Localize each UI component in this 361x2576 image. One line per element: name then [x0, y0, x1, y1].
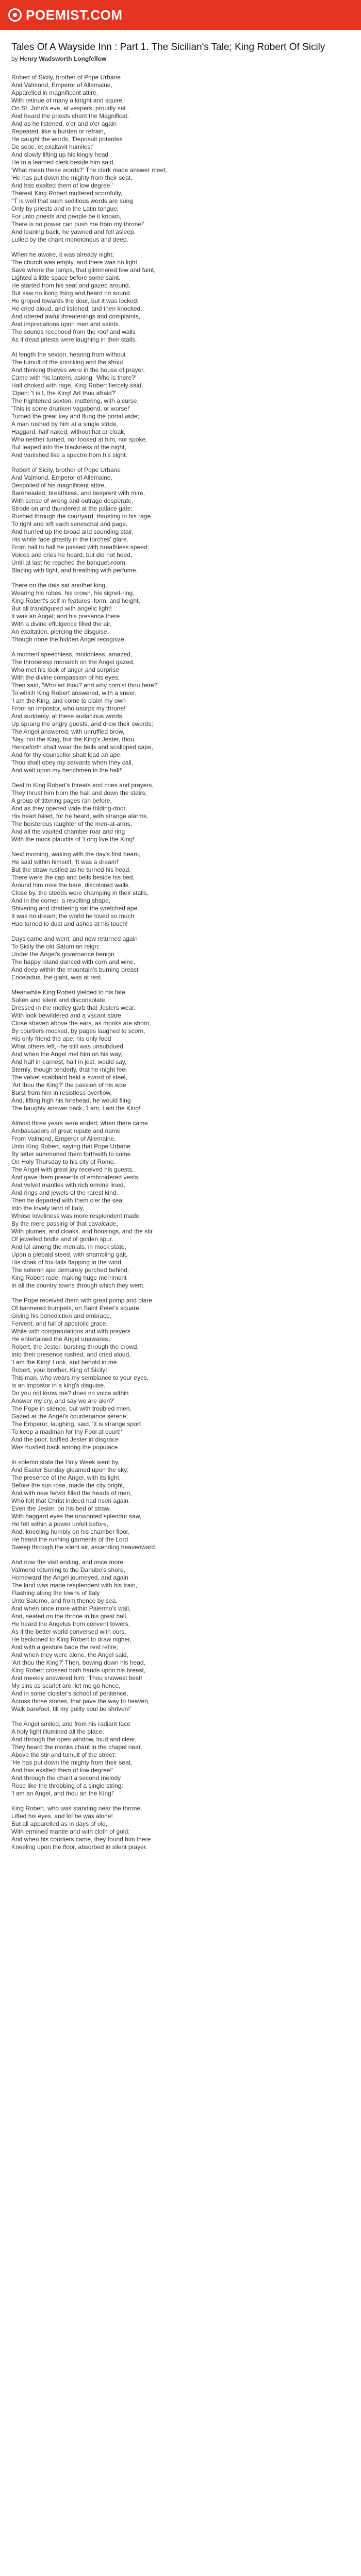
poem-line: With the divine compassion of his eyes;: [11, 674, 120, 681]
poem-line: 'Nay, not the King, but the King's Jester, thou: [11, 736, 134, 743]
poem-line: The frightened sexton, muttering, with a curse,: [11, 397, 139, 404]
poem-line: And when the Angel met him on his way,: [11, 1050, 123, 1058]
poem-line: Gazed at the Angel's countenance serene;: [11, 1413, 128, 1420]
poem-line: Thou shalt obey my servants when they call,: [11, 759, 134, 766]
poem-stanza: [11, 1805, 350, 1851]
poem-line: By letter summoned them forthwith to come: [11, 1150, 131, 1158]
poem-line: Answer my cry, and say we are akin?': [11, 1397, 115, 1404]
poem-title: Tales Of A Wayside Inn : Part 1. The Sicilian's Tale; King Robert Of Sicily: [11, 42, 325, 53]
poem-line: Homeward the Angel journeyed, and again: [11, 1574, 128, 1581]
poem-line: There were the cap and bells beside his bed,: [11, 874, 135, 881]
poem-line: In solemn state the Holy Week went by,: [11, 1459, 120, 1466]
poem-stanza: [11, 651, 350, 774]
poem-line: King Robert's self in features, form, and height,: [11, 597, 140, 604]
poem-line: And rings and jewels of the rarest kind.: [11, 1189, 118, 1196]
poem-line: Up sprang the angry guests, and drew their swords;: [11, 720, 153, 727]
poem-line: ''T is well that such seditious words are sung: [11, 197, 133, 205]
poem-line: He cried aloud, and listened, and then knocked,: [11, 305, 142, 312]
poem-line: A man rushed by him at a single stride,: [11, 420, 118, 428]
poem-line: And in some cloister's school of penitence,: [11, 1690, 128, 1697]
poem-line: And velvet mantles with rich ermine lined,: [11, 1181, 125, 1189]
poem-line: Sweep through the silent air, ascending heavenward.: [11, 1544, 157, 1551]
poem-line: Despoiled of his magnificent attire,: [11, 482, 106, 489]
poem-line: But leaped into the blackness of the night,: [11, 444, 126, 451]
poem-line: 'Art thou the King?' Then, bowing down his head,: [11, 1659, 145, 1666]
poem-line: Robert, your brother, King of Sicily!: [11, 1366, 107, 1374]
poem-line: 'Open: 't is I, the King! Art thou afraid?': [11, 389, 117, 397]
poem-line: 'He has put down the mighty from their seat,: [11, 174, 133, 181]
poem-line: And all the vaulted chamber roar and ring: [11, 828, 125, 835]
poem-line: And when they were alone, the Angel said,: [11, 1651, 128, 1658]
poem-line: He groped towards the door, but it was locked;: [11, 297, 139, 304]
poem-line: Lifted his eyes, and lo! he was alone!: [11, 1812, 113, 1820]
poem-line: By the mere passing of that cavalcade,: [11, 1220, 118, 1227]
poem-line: The Angel smiled, and from his radiant face: [11, 1720, 130, 1727]
poem-line: My sins as scarlet are; let me go hence,: [11, 1682, 121, 1689]
poem-line: Was hustled back among the populace.: [11, 1444, 120, 1451]
poem-line: And has exalted them of low degree.': [11, 182, 113, 189]
poem-line: The Emperor, laughing, said, 'It is strange sport: [11, 1420, 141, 1428]
poem-line: Deaf to King Robert's threats and cries and prayers,: [11, 782, 154, 789]
site-header: [0, 0, 361, 30]
logo-circle-icon: [8, 8, 22, 22]
poem-line: Strode on and thundered at the palace gate;: [11, 505, 133, 512]
logo-text: POEMIST.COM: [26, 7, 123, 23]
poem-line: King Robert rode, making huge merriment: [11, 1274, 127, 1281]
poem-line: And, lifting high his forehead, he would fling: [11, 1097, 131, 1104]
poem-line: Rushed through the courtyard, thrusting in his rage: [11, 513, 151, 520]
poem-line: Giving his benediction and embrace,: [11, 1312, 112, 1319]
poem-line: As if the better world conversed with ours,: [11, 1628, 126, 1635]
poem-line: The sounds reechoed from the roof and walls: [11, 328, 136, 335]
poem-line: The Pope received them with great pomp and blare: [11, 1297, 152, 1304]
poem-line: But saw no living thing and heard no sound.: [11, 290, 132, 297]
poem-line: A holy light illumined all the place,: [11, 1728, 104, 1735]
poem-line: And imprecations upon men and saints.: [11, 320, 120, 328]
poem-line: And through the chant a second melody: [11, 1774, 121, 1782]
poem-stanza: [11, 782, 350, 843]
poem-line: He started from his seat and gazed around,: [11, 282, 130, 289]
poem-line: Who met his look of anger and surprise: [11, 666, 119, 673]
poem-line: The throneless monarch on the Angel gazed,: [11, 658, 135, 666]
poem-line: Then he departed with them o'er the sea: [11, 1197, 123, 1204]
poem-line: 'He has put down the mighty from their seat,: [11, 1759, 133, 1766]
poem-line: Apparelled in magnificent attire,: [11, 89, 99, 96]
poem-line: The tumult of the knocking and the shout,: [11, 359, 125, 366]
poem-line: And meekly answered him: 'Thou knowest best!: [11, 1674, 142, 1682]
poem-line: Until at last he reached the banquet-room,: [11, 559, 127, 566]
poem-stanza: [11, 466, 350, 574]
poem-line: Save where the lamps, that glimmered few and faint,: [11, 266, 156, 274]
poem-stanza: [11, 74, 350, 244]
poem-line: And with a gesture bade the rest retire;: [11, 1643, 118, 1651]
poem-line: King Robert, who was standing near the throne,: [11, 1805, 142, 1812]
poem-line: With sense of wrong and outrage desperate,: [11, 497, 134, 504]
poem-line: 'I am an Angel, and thou art the King!': [11, 1790, 114, 1797]
poem-line: And now the visit ending, and once more: [11, 1558, 123, 1566]
poem-line: As if dead priests were laughing in their stalls.: [11, 336, 137, 343]
poem-line: Unto Salerno, and from thence by sea.: [11, 1597, 118, 1604]
poem-line: And when his courtiers came, they found him there: [11, 1836, 151, 1843]
poem-line: The solemn ape demurely perched behind,: [11, 1266, 129, 1274]
poem-line: Wearing his robes, his crown, his signet-ring,: [11, 589, 135, 597]
poem-line: Do you not know me? does no voice within: [11, 1389, 129, 1397]
poem-line: And has exalted them of low degree!': [11, 1767, 113, 1774]
poem-line: The church was empty, and there was no light,: [11, 259, 139, 266]
poem-line: Days came and went; and now returned again: [11, 935, 138, 942]
poem-line: The haughty answer back, 'I am, I am the King!': [11, 1105, 142, 1112]
poem-line: Close by, the steeds were champing in their stalls,: [11, 889, 149, 896]
poem-line: By courtiers mocked, by pages laughed to scorn,: [11, 1027, 145, 1035]
poem-line: Upon a piebald steed, with shambling gait,: [11, 1251, 128, 1258]
poem-line: He felt within a power unfelt before,: [11, 1520, 109, 1528]
poem-line: Bareheaded, breathless, and besprent with mire,: [11, 489, 145, 497]
poem-line: Shivering and chattering sat the wretched ape.: [11, 905, 139, 912]
poem-line: Then said, 'Who art thou? and why com'st thou here?': [11, 682, 159, 689]
poem-line: Thereat King Robert muttered scornfully,: [11, 190, 123, 197]
poem-line: Rose like the throbbing of a single string:: [11, 1782, 123, 1789]
poem-line: King Robert crossed both hands upon his breast,: [11, 1667, 146, 1674]
poem-line: It was an Angel; and his presence there: [11, 613, 120, 620]
poem-line: And leaning back, he yawned and fell asleep,: [11, 228, 136, 235]
poem-line: Came with his lantern, asking, 'Who is there?': [11, 374, 137, 381]
poem-line: Next morning, waking with the day's first beam,: [11, 851, 141, 858]
poem-line: Before the sun rose, made the city bright,: [11, 1482, 125, 1489]
poem-line: And suddenly, at these audacious words,: [11, 713, 124, 720]
poem-byline: [11, 55, 350, 62]
poem-line: Burst from him in resistless overflow,: [11, 1089, 112, 1096]
poem-line: And hurried up the broad and sounding stair,: [11, 528, 134, 535]
poem-line: What others left,--he still was unsubdued.: [11, 1043, 125, 1050]
poem-line: But the straw rustled as he turned his head,: [11, 866, 131, 873]
poem-body: [11, 74, 350, 1851]
poem-line: For unto priests and people be it known,: [11, 213, 122, 220]
poem-line: And lo! among the menials, in mock state,: [11, 1243, 126, 1250]
poem-line: Who neither turned, nor looked at him, nor spoke,: [11, 436, 147, 443]
poem-line: Walk barefoot, till my guilty soul be shriven!': [11, 1705, 131, 1713]
poem-line: His white face ghastly in the torches' glare.: [11, 536, 129, 543]
poem-line: And uttered awful threatenings and complaints,: [11, 313, 141, 320]
poem-line: And Valmond, Emperor of Allemaine,: [11, 81, 112, 89]
poem-line: Lulled by the chant monotonous and deep.: [11, 236, 128, 243]
poem-line: To Sicily the old Saturnian reign;: [11, 943, 100, 950]
poem-line: Unto King Robert, saying that Pope Urbane: [11, 1143, 130, 1150]
poem-line: In all the country towns through which they went.: [11, 1282, 145, 1289]
poem-line: The land was made resplendent with his train,: [11, 1582, 138, 1589]
poem-line: Across those stones, that pave the way to heaven,: [11, 1698, 150, 1705]
poem-line: Into their presence rushed, and cried aloud,: [11, 1351, 131, 1358]
poem-line: 'I am the King! Look, and behold in me: [11, 1359, 117, 1366]
poem-stanza: [11, 1558, 350, 1713]
poem-stanza: [11, 251, 350, 344]
poem-line: He beckoned to King Robert to draw nigher,: [11, 1636, 132, 1643]
poem-line: To right and left each seneschal and page,: [11, 520, 128, 528]
poem-line: A group of tittering pages ran before,: [11, 797, 112, 804]
poem-line: There on the dais sat another king,: [11, 582, 107, 589]
poem-line: And deep within the mountain's burning breast: [11, 966, 139, 973]
poem-line: But all apparelled as in days of old,: [11, 1820, 108, 1827]
poem-line: Into the lovely land of Italy,: [11, 1205, 85, 1212]
poem-line: And the poor, baffled Jester in disgrace: [11, 1436, 119, 1443]
poem-line: He said within himself, 'It was a dream!': [11, 858, 120, 866]
poem-stanza: [11, 1120, 350, 1290]
poem-line: And as he listened, o'er and o'er again: [11, 120, 117, 127]
by-label: by: [11, 55, 18, 62]
poem-line: Close shaven above the ears, as monks are shorn,: [11, 1020, 151, 1027]
poem-line: While with congratulations and with prayers: [11, 1328, 130, 1335]
poem-line: The happy island danced with corn and wine,: [11, 958, 136, 965]
poem-line: And Easter Sunday gleamed upon the sky;: [11, 1466, 129, 1473]
poem-line: Sternly, though tenderly, that he might feel: [11, 1066, 127, 1073]
poem-line: Enceladus, the giant, was at rest.: [11, 974, 103, 981]
poem-stanza: [11, 582, 350, 643]
poem-line: Robert, the Jester, bursting through the crowd,: [11, 1343, 139, 1350]
poem-line: Meanwhile King Robert yielded to his fate,: [11, 989, 127, 996]
poem-line: His only friend the ape, his only food: [11, 1035, 111, 1042]
poem-line: An exaltation, piercing the disguise,: [11, 628, 109, 635]
poem-line: With haggard eyes the unwonted splendor saw,: [11, 1513, 142, 1520]
poem-line: He entertained the Angel unawares,: [11, 1335, 110, 1343]
poem-line: He to a learned clerk beside him said,: [11, 159, 115, 166]
poem-line: The velvet scabbard held a sword of steel,: [11, 1074, 127, 1081]
poem-line: They thrust him from the hall and down the stairs;: [11, 789, 147, 796]
poem-line: He heard the rushing garments of the Lord: [11, 1536, 128, 1543]
poem-line: The Angel answered, with unruffled brow,: [11, 728, 125, 735]
poem-line: He heard the Angelus from convent towers,: [11, 1620, 130, 1628]
poem-stanza: [11, 935, 350, 981]
poem-line: From an impostor, who usurps my throne!': [11, 705, 127, 712]
poem-line: Henceforth shalt wear the bells and scalloped cape,: [11, 743, 153, 751]
poem-line: With plumes, and cloaks, and housings, and the stir: [11, 1228, 153, 1235]
poem-line: And vanished like a spectre from his sight.: [11, 451, 127, 459]
poem-line: Is an impostor in a king's disguise.: [11, 1382, 106, 1389]
poem-line: He caught the words, 'Deposuit potentes: [11, 135, 123, 143]
poem-line: And through the open window, loud and clear,: [11, 1736, 137, 1743]
poem-line: Kneeling upon the floor, absorbed in silent prayer.: [11, 1843, 147, 1851]
poem-line: 'What mean these words?' The clerk made answer meet,: [11, 166, 167, 174]
poem-line: Sullen and silent and disconsolate.: [11, 996, 107, 1004]
poem-line: And, seated on the throne in his great hall,: [11, 1613, 128, 1620]
poem-line: When he awoke, it was already night;: [11, 251, 114, 258]
poem-line: With look bewildered and a vacant stare,: [11, 1012, 123, 1019]
poem-line: On St. John's eve, at vespers, proudly sat: [11, 105, 126, 112]
poem-line: Blazing with light, and breathing with perfume.: [11, 567, 138, 574]
poem-line: Had turned to dust and ashes at his touch!: [11, 920, 128, 927]
poem-line: And Valmond, Emperor of Allemaine,: [11, 474, 112, 481]
poem-line: The presence of the Angel, with its light,: [11, 1474, 121, 1481]
poem-container: [0, 30, 361, 1851]
poem-line: Even the Jester, on his bed of straw,: [11, 1505, 111, 1512]
site-logo[interactable]: [8, 7, 123, 23]
poem-line: 'This is some drunken vagabond, or worse!': [11, 405, 130, 412]
poem-line: There is no power can push me from my throne!': [11, 221, 144, 228]
poem-line: And thinking thieves were in the house of prayer,: [11, 366, 145, 374]
poem-stanza: [11, 351, 350, 459]
poem-line: Who felt that Christ indeed had risen again.: [11, 1497, 130, 1504]
poem-line: Fervent, and full of apostolic grace.: [11, 1320, 108, 1327]
poem-line: Almost three years were ended; when there came: [11, 1120, 148, 1127]
poem-line: And for thy counsellor shalt lead an ape;: [11, 751, 122, 758]
poem-line: From hall to hall he passed with breathless speed;: [11, 544, 149, 551]
poem-line: Around him rose the bare, discolored walls,: [11, 882, 130, 889]
poem-line: Under the Angel's governance benign: [11, 951, 114, 958]
poem-line: Whose loveliness was more resplendent made: [11, 1212, 140, 1219]
poem-stanza: [11, 989, 350, 1112]
poem-line: The boisterous laughter of the men-at-arms,: [11, 820, 133, 827]
poem-line: But all transfigured with angelic light!: [11, 605, 112, 612]
poem-line: And slowly lifting up his kingly head: [11, 151, 109, 158]
poem-line: Above the stir and tumult of the street:: [11, 1751, 116, 1758]
poem-line: Ambassadors of great repute and name: [11, 1127, 121, 1134]
poem-line: With a divine effulgence filled the air,: [11, 620, 112, 628]
poem-line: This man, who wears my semblance to your eyes,: [11, 1374, 149, 1381]
poem-line: The Pope in silence, but with troubled mien,: [11, 1405, 132, 1412]
poem-line: Dressed in the motley garb that Jesters wear,: [11, 1004, 136, 1011]
poem-line: 'Art thou the King?' the passion of his woe: [11, 1081, 126, 1089]
poem-line: Lighted a little space before some saint.: [11, 274, 121, 281]
poem-line: Only by priests and in the Latin tongue;: [11, 205, 119, 212]
poem-line: A moment speechless, motionless, amazed,: [11, 651, 133, 658]
poem-line: With ermined mantle and with cloth of gold;: [11, 1828, 130, 1835]
poem-line: Though none the hidden Angel recognize.: [11, 636, 126, 643]
poem-line: From Valmond, Emperor of Allemaine,: [11, 1135, 116, 1142]
poem-line: Repeated, like a burden or refrain,: [11, 128, 106, 135]
poem-line: And wait upon my henchmen in the hall!': [11, 767, 123, 774]
poem-line: And as they opened wide the folding-door,: [11, 805, 127, 812]
poem-line: Voices and cries he heard, but did not heed,: [11, 551, 133, 558]
poem-line: It was no dream; the world he loved so much: [11, 912, 135, 920]
poem-line: To which King Robert answered, with a sneer,: [11, 689, 137, 697]
poem-line: De sede, et exaltavit humiles;': [11, 143, 94, 150]
poem-line: And, kneeling humbly on his chamber floor,: [11, 1528, 130, 1535]
poem-line: 'I am the King, and come to claim my own: [11, 697, 126, 704]
poem-line: His heart failed, for he heard, with strange alarms,: [11, 812, 149, 820]
poem-line: Valmond returning to the Danube's shore,: [11, 1566, 125, 1573]
poem-line: And in the corner, a revolting shape,: [11, 897, 111, 904]
poem-line: With the mock plaudits of 'Long live the King!': [11, 836, 136, 843]
poem-line: To keep a madman for thy Fool at court!': [11, 1428, 122, 1435]
poem-line: And when once more within Palermo's wall,: [11, 1605, 131, 1612]
author-link[interactable]: Henry Wadsworth Longfellow: [20, 55, 107, 62]
poem-line: On Holy Thursday to his city of Rome.: [11, 1158, 116, 1165]
poem-line: And heard the priests chant the Magnificat.: [11, 112, 129, 120]
poem-line: Robert of Sicily, brother of Pope Urbane: [11, 466, 121, 473]
poem-line: Flashing along the towns of Italy: [11, 1589, 100, 1597]
poem-line: Turned the great key and flung the portal wide;: [11, 413, 139, 420]
poem-line: His cloak of fox-tails flapping in the wind,: [11, 1259, 123, 1266]
poem-stanza: [11, 851, 350, 928]
poem-stanza: [11, 1459, 350, 1551]
poem-line: Of bannered trumpets, on Saint Peter's square,: [11, 1304, 141, 1312]
poem-line: And with new fervor filled the hearts of men,: [11, 1489, 132, 1497]
poem-stanza: [11, 1297, 350, 1451]
poem-stanza: [11, 1720, 350, 1798]
poem-line: The Angel with great joy received his guests,: [11, 1166, 134, 1173]
poem-line: Robert of Sicily, brother of Pope Urbane: [11, 74, 121, 81]
poem-line: At length the sexton, hearing from without: [11, 351, 126, 358]
poem-line: And gave them presents of embroidered vests,: [11, 1174, 140, 1181]
poem-line: Of jewelled bridle and of golden spur.: [11, 1235, 113, 1243]
poem-line: They heard the monks chant in the chapel near,: [11, 1743, 142, 1751]
poem-line: With retinue of many a knight and squire,: [11, 97, 124, 104]
poem-line: And half in earnest, half in jest, would say,: [11, 1058, 127, 1065]
poem-line: Haggard, half naked, without hat or cloak,: [11, 428, 126, 435]
poem-line: Half choked with rage, King Robert fiercely said,: [11, 382, 143, 389]
